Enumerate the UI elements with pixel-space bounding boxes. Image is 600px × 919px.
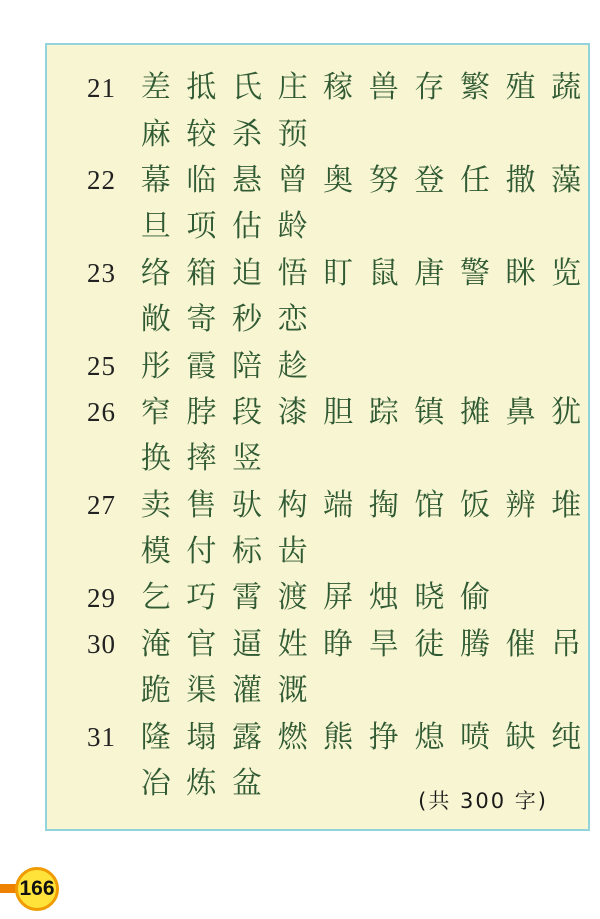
lesson-line: [47, 65, 588, 111]
page-number-badge: [15, 867, 59, 911]
lesson-line: [47, 714, 588, 760]
character: 眯: [505, 255, 536, 291]
lesson-line: [47, 483, 588, 529]
character: 藻: [551, 162, 582, 198]
lesson-line: [47, 251, 588, 297]
character: 唐: [414, 255, 445, 291]
character: 氏: [231, 70, 262, 106]
character: 燃: [277, 719, 308, 755]
character: 跪: [140, 673, 171, 709]
character: 存: [414, 70, 445, 106]
character: 努: [368, 162, 399, 198]
character: 霄: [231, 580, 262, 616]
character: 段: [231, 394, 262, 430]
character: 陪: [231, 348, 262, 384]
character: 盆: [231, 766, 262, 802]
character: 繁: [459, 70, 490, 106]
lesson-number: 31: [87, 722, 116, 753]
character: 杀: [231, 116, 262, 152]
character: 任: [459, 162, 490, 198]
lesson-line-continuation: [47, 436, 588, 482]
character: 标: [231, 534, 262, 570]
character: 逼: [231, 626, 262, 662]
character: 预: [277, 116, 308, 152]
character: 窄: [140, 394, 171, 430]
lesson-number: 21: [87, 72, 116, 103]
character: 冶: [140, 766, 171, 802]
character: 模: [140, 534, 171, 570]
character: 镇: [414, 394, 445, 430]
character: 敞: [140, 302, 171, 338]
lesson-number: 23: [87, 258, 116, 289]
character: 渠: [186, 673, 217, 709]
character: 犹: [551, 394, 582, 430]
character: 烛: [368, 580, 399, 616]
lesson-line-continuation: [47, 111, 588, 157]
character: 旱: [368, 626, 399, 662]
character: 漆: [277, 394, 308, 430]
character: 寄: [186, 302, 217, 338]
character: 姓: [277, 626, 308, 662]
character: 悟: [277, 255, 308, 291]
lesson-number: 22: [87, 165, 116, 196]
lesson-line: [47, 158, 588, 204]
character: 隆: [140, 719, 171, 755]
character: 缺: [505, 719, 536, 755]
character: 塌: [186, 719, 217, 755]
character: 霞: [186, 348, 217, 384]
character: 腾: [459, 626, 490, 662]
lesson-line: [47, 575, 588, 621]
character: 兽: [368, 70, 399, 106]
character: 吊: [551, 626, 582, 662]
character: 熄: [414, 719, 445, 755]
lesson-line-continuation: [47, 668, 588, 714]
vocab-panel: [45, 43, 590, 831]
character: 差: [140, 70, 171, 106]
lesson-line-continuation: [47, 529, 588, 575]
lesson-line: [47, 622, 588, 668]
character: 览: [551, 255, 582, 291]
character: 灌: [231, 673, 262, 709]
character: 撒: [505, 162, 536, 198]
character: 踪: [368, 394, 399, 430]
character: 付: [186, 534, 217, 570]
character: 乞: [140, 580, 171, 616]
character: 齿: [277, 534, 308, 570]
character: 迫: [231, 255, 262, 291]
page-number: 166: [19, 877, 55, 900]
character: 偷: [459, 580, 490, 616]
character: 较: [186, 116, 217, 152]
character: 饭: [459, 487, 490, 523]
lesson-line: [47, 390, 588, 436]
character: 趁: [277, 348, 308, 384]
lesson-number: 26: [87, 397, 116, 428]
character: 鼻: [505, 394, 536, 430]
character: 睁: [323, 626, 354, 662]
character: 挣: [368, 719, 399, 755]
character: 临: [186, 162, 217, 198]
character: 辨: [505, 487, 536, 523]
lesson-line: [47, 343, 588, 389]
character: 屏: [323, 580, 354, 616]
character: 堆: [551, 487, 582, 523]
character: 纯: [551, 719, 582, 755]
character: 掏: [368, 487, 399, 523]
character: 端: [323, 487, 354, 523]
character: 徒: [414, 626, 445, 662]
character: 淹: [140, 626, 171, 662]
character: 催: [505, 626, 536, 662]
lesson-number: 29: [87, 582, 116, 613]
character: 络: [140, 255, 171, 291]
character: 估: [231, 209, 262, 245]
character: 换: [140, 441, 171, 477]
character: 渡: [277, 580, 308, 616]
character: 恋: [277, 302, 308, 338]
character: 庄: [277, 70, 308, 106]
character: 炼: [186, 766, 217, 802]
character: 稼: [323, 70, 354, 106]
character: 蔬: [551, 70, 582, 106]
character: 晓: [414, 580, 445, 616]
character: 熊: [323, 719, 354, 755]
character: 彤: [140, 348, 171, 384]
character: 卖: [140, 487, 171, 523]
character: 驮: [231, 487, 262, 523]
character: 官: [186, 626, 217, 662]
character: 麻: [140, 116, 171, 152]
character: 曾: [277, 162, 308, 198]
character: 盯: [323, 255, 354, 291]
character: 箱: [186, 255, 217, 291]
character: 巧: [186, 580, 217, 616]
character: 幕: [140, 162, 171, 198]
character: 摊: [459, 394, 490, 430]
character: 馆: [414, 487, 445, 523]
character: 殖: [505, 70, 536, 106]
character: 奥: [323, 162, 354, 198]
character: 摔: [186, 441, 217, 477]
character: 溉: [277, 673, 308, 709]
character: 喷: [459, 719, 490, 755]
character: 警: [459, 255, 490, 291]
lesson-list: [47, 45, 588, 807]
character: 竖: [231, 441, 262, 477]
character: 抵: [186, 70, 217, 106]
character: 胆: [323, 394, 354, 430]
character: 旦: [140, 209, 171, 245]
total-character-count: (共 300 字): [418, 789, 548, 813]
character: 项: [186, 209, 217, 245]
character: 售: [186, 487, 217, 523]
character: 秒: [231, 302, 262, 338]
lesson-number: 30: [87, 629, 116, 660]
character: 露: [231, 719, 262, 755]
lesson-line-continuation: [47, 297, 588, 343]
character: 构: [277, 487, 308, 523]
character: 悬: [231, 162, 262, 198]
character: 登: [414, 162, 445, 198]
character: 脖: [186, 394, 217, 430]
character: 龄: [277, 209, 308, 245]
lesson-number: 25: [87, 351, 116, 382]
lesson-line-continuation: [47, 204, 588, 250]
lesson-number: 27: [87, 490, 116, 521]
character: 鼠: [368, 255, 399, 291]
